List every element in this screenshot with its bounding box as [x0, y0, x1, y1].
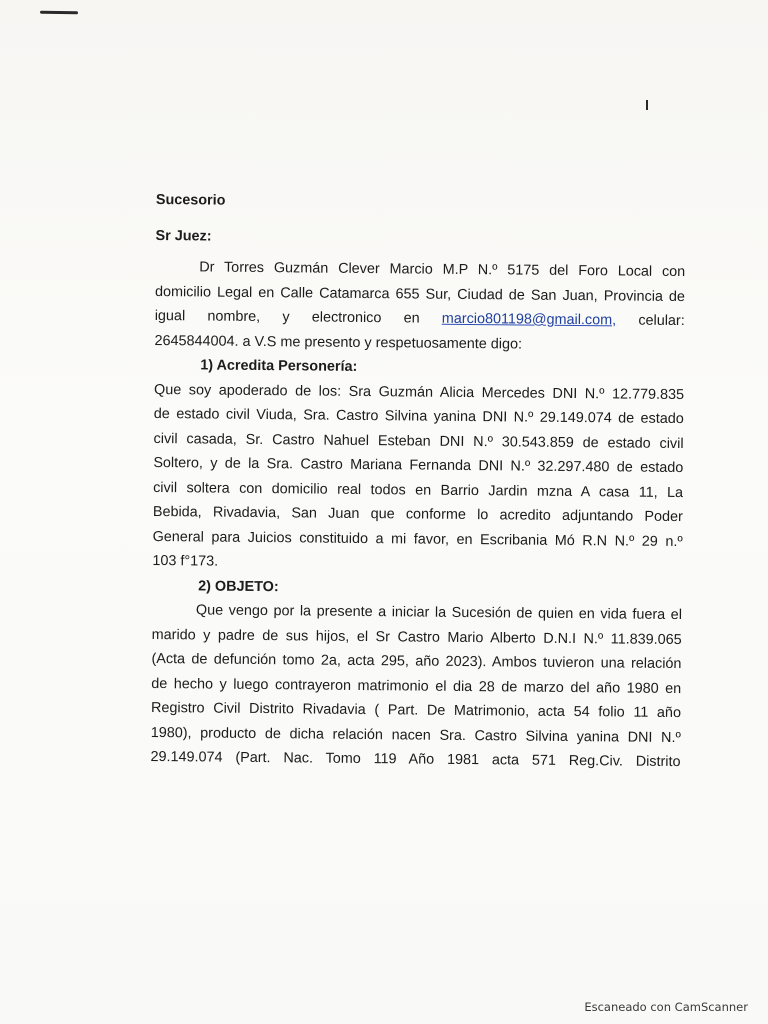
document-title: Sucesorio — [155, 191, 226, 209]
document-body — [150, 188, 686, 775]
section1-line: Soltero, y de la Sra. Castro Mariana Fernanda DNI N.º 32.297.480 de estado — [153, 454, 684, 477]
section1-heading: 1) Acredita Personería: — [200, 357, 358, 375]
section1-paragraph — [152, 377, 684, 578]
section2-line: 29.149.074 (Part. Nac. Tomo 119 Año 1981 acta 571 Reg.Civ. Distrito — [150, 748, 681, 771]
section2-line: Que vengo por la presente a iniciar la Sucesión de quien en vida fuera el — [195, 602, 683, 624]
salutation: Sr Juez: — [155, 227, 212, 245]
section1-line: de estado civil Viuda, Sra. Castro Silvina yanina DNI N.º 29.149.074 de estado — [153, 405, 684, 428]
section1-line: Bebida, Rivadavia, San Juan que conforme lo acredito adjuntando Poder — [152, 503, 683, 526]
section2-line: de hecho y luego contrayeron matrimonio el dia 28 de marzo del año 1980 en — [151, 675, 682, 697]
scanner-watermark: Escaneado con CamScanner — [584, 1000, 748, 1014]
intro-paragraph — [154, 255, 685, 358]
email-link[interactable]: marcio801198@gmail.com, — [441, 310, 617, 329]
intro-text: celular: — [638, 312, 685, 330]
intro-line: Dr Torres Guzmán Clever Marcio M.P N.º 5175 del Foro Local con — [199, 259, 686, 281]
section2-line: 1980), producto de dicha relación nacen Sra. Castro Silvina yanina DNI N.º — [150, 724, 681, 746]
intro-text: igual nombre, y electronico en — [154, 307, 420, 327]
section1-line: civil casada, Sr. Castro Nahuel Esteban DNI N.º 30.543.859 de estado civil — [153, 430, 684, 452]
section2-line: (Acta de defunción tomo 2a, acta 295, año 2023). Ambos tuvieron una relación — [151, 650, 682, 673]
section1-line: civil soltera con domicilio real todos en Barrio Jardin mzna A casa 11, La — [153, 479, 684, 501]
section1-line: 103 f°173. — [152, 552, 219, 570]
intro-line: domicilio Legal en Calle Catamarca 655 Sur, Ciudad de San Juan, Provincia de — [154, 283, 686, 305]
section2-heading: 2) OBJETO: — [198, 577, 279, 595]
section2-paragraph — [150, 622, 681, 774]
section1-line: Que soy apoderado de los: Sra Guzmán Alicia Mercedes DNI N.º 12.779.835 — [153, 381, 685, 403]
intro-line: 2645844004. a V.S me presento y respetuosamente digo: — [154, 332, 523, 353]
pen-mark — [40, 11, 78, 15]
pen-tick-mark — [646, 100, 648, 110]
section2-line: marido y padre de sus hijos, el Sr Castro Mario Alberto D.N.I N.º 11.839.065 — [151, 626, 682, 648]
section2-line: Registro Civil Distrito Rivadavia ( Part. De Matrimonio, acta 54 folio 11 año — [150, 699, 682, 722]
section1-line: General para Juicios constituido a mi favor, en Escribania Mó R.N N.º 29 n.º — [152, 528, 683, 550]
